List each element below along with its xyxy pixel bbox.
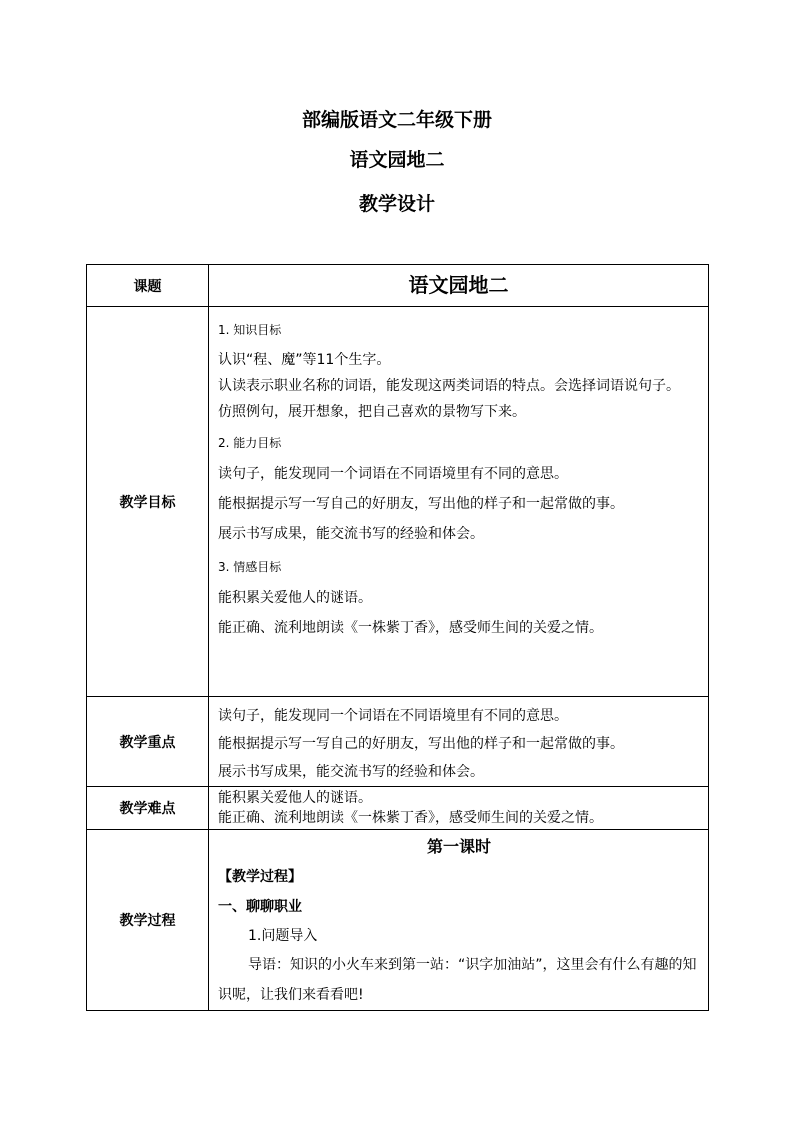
doc-title-line-1: 部编版语文二年级下册 xyxy=(301,109,492,131)
difficulty-line: 能正确、流利地朗读《一株紫丁香》，感受师生间的关爱之情。 xyxy=(218,810,603,826)
process-label: 教学过程 xyxy=(87,830,209,1011)
section-heading: 一、聊聊职业 xyxy=(218,899,302,915)
lesson-heading: 第一课时 xyxy=(426,837,491,856)
emotion-goal-heading: 3. 情感目标 xyxy=(218,560,282,574)
knowledge-goal-heading: 1. 知识目标 xyxy=(218,323,282,337)
table-row-goals xyxy=(87,307,709,697)
step-heading: 1.问题导入 xyxy=(248,928,318,944)
goal-line: 认识“程、魔”等11个生字。 xyxy=(218,352,391,368)
process-heading: 【教学过程】 xyxy=(218,869,302,885)
table-row-topic xyxy=(87,265,709,307)
goal-line: 认读表示职业名称的词语，能发现这两类词语的特点。会选择词语说句子。 xyxy=(218,378,680,394)
key-point-line: 展示书写成果，能交流书写的经验和体会。 xyxy=(218,764,484,780)
ability-goal-heading: 2. 能力目标 xyxy=(218,436,282,450)
topic-label: 课题 xyxy=(87,265,209,307)
goal-line: 仿照例句，展开想象，把自己喜欢的景物写下来。 xyxy=(218,404,526,420)
difficulties-content xyxy=(209,787,709,830)
doc-title-line-2: 语文园地二 xyxy=(349,149,445,171)
table-row-difficulties xyxy=(87,787,709,830)
difficulties-label: 教学难点 xyxy=(87,787,209,830)
key-points-label: 教学重点 xyxy=(87,697,209,787)
process-content xyxy=(209,830,709,1011)
goal-line: 能积累关爱他人的谜语。 xyxy=(218,590,372,606)
goal-line: 展示书写成果，能交流书写的经验和体会。 xyxy=(218,526,484,542)
goal-line: 能根据提示写一写自己的好朋友，写出他的样子和一起常做的事。 xyxy=(218,496,624,512)
goals-label: 教学目标 xyxy=(87,307,209,697)
key-points-content xyxy=(209,697,709,787)
table-row-process xyxy=(87,830,709,1011)
key-point-line: 能根据提示写一写自己的好朋友，写出他的样子和一起常做的事。 xyxy=(218,736,624,752)
table-row-key-points xyxy=(87,697,709,787)
intro-paragraph: 导语：知识的小火车来到第一站：“识字加油站”，这里会有什么有趣的知识呢，让我们来看看吧! xyxy=(218,957,697,1003)
topic-value: 语文园地二 xyxy=(209,265,709,307)
goals-content xyxy=(209,307,709,697)
goal-line: 读句子，能发现同一个词语在不同语境里有不同的意思。 xyxy=(218,466,568,482)
lesson-plan-table xyxy=(86,264,709,1011)
goal-line: 能正确、流利地朗读《一株紫丁香》，感受师生间的关爱之情。 xyxy=(218,620,603,636)
difficulty-line: 能积累关爱他人的谜语。 xyxy=(218,790,372,806)
key-point-line: 读句子，能发现同一个词语在不同语境里有不同的意思。 xyxy=(218,708,568,724)
doc-title-line-3: 教学设计 xyxy=(358,193,435,215)
